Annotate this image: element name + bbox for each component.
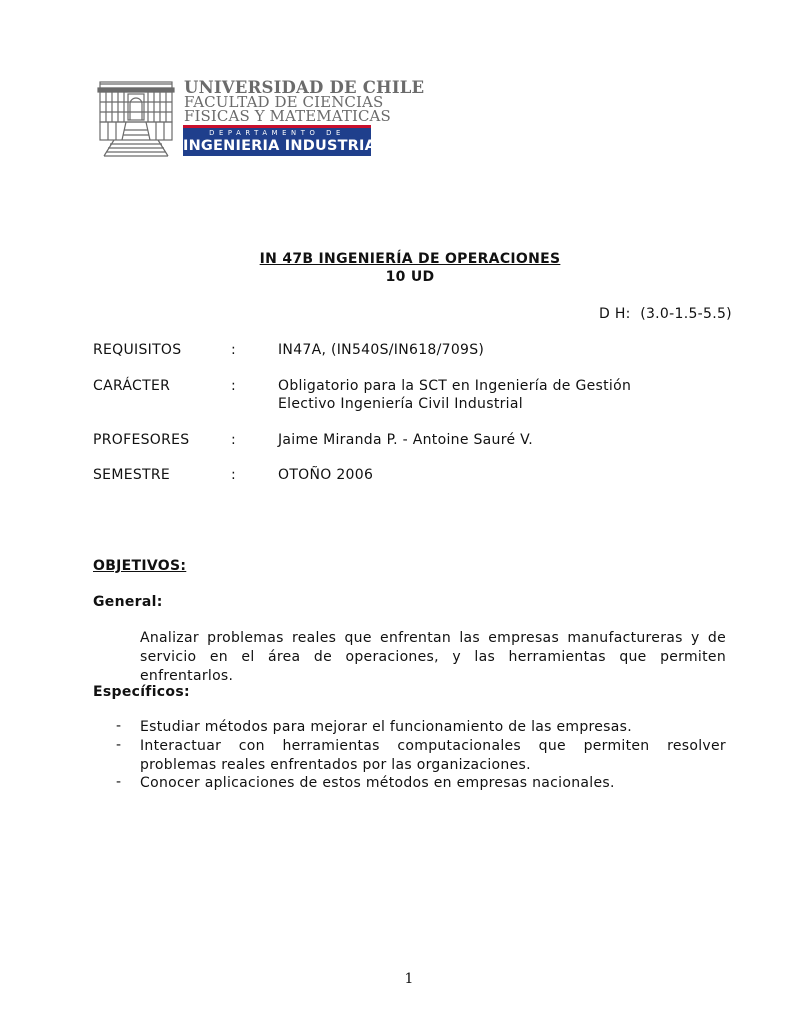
logo-university-name: UNIVERSIDAD DE CHILE [184,78,425,97]
dh-value: (3.0-1.5-5.5) [640,306,732,322]
specific-heading: Específicos: [93,684,190,700]
general-heading: General: [93,594,163,610]
logo-faculty-line2: FISICAS Y MATEMATICAS [184,107,391,125]
field-value-profesores: Jaime Miranda P. - Antoine Sauré V. [278,432,533,448]
list-bullet: - [116,774,122,790]
field-colon: : [231,378,237,394]
objectives-heading: OBJETIVOS: [93,558,187,574]
page-number: 1 [404,971,414,987]
field-value-caracter: Obligatorio para la SCT en Ingeniería de Gestión [278,378,632,394]
logo-blue-band [183,128,386,156]
list-item: Estudiar métodos para mejorar el funcionamiento de las empresas. [140,719,632,735]
field-label-caracter: CARÁCTER [93,378,171,394]
field-value-caracter-line2: Electivo Ingeniería Civil Industrial [278,396,523,412]
field-label-requisitos: REQUISITOS [93,342,182,358]
course-title: IN 47B INGENIERÍA DE OPERACIONES [259,251,561,267]
course-units: 10 UD [385,269,435,285]
field-value-requisitos: IN47A, (IN540S/IN618/709S) [278,342,485,358]
field-label-semestre: SEMESTRE [93,467,171,483]
list-bullet: - [116,718,122,734]
list-bullet: - [116,737,122,753]
dh-info [599,306,732,322]
logo-department-name: INGENIERIA INDUSTRIAL [183,138,386,154]
field-colon: : [231,342,237,358]
field-colon: : [231,467,237,483]
logo-faculty-line1: FACULTAD DE CIENCIAS [184,93,384,111]
logo-department-band [183,125,386,156]
field-label-profesores: PROFESORES [93,432,190,448]
dh-label: D H: [599,306,631,322]
university-building-icon [96,78,176,158]
list-item: Conocer aplicaciones de estos métodos en empresas nacionales. [140,775,615,791]
field-value-semestre: OTOÑO 2006 [278,467,374,483]
field-colon: : [231,432,237,448]
general-text: Analizar problemas reales que enfrentan las empresas manufactureras y de servicio en el área de operaciones, y las herramientas que permiten enfrentarlos. [140,630,726,684]
logo-department-label: DEPARTAMENTO DE [209,129,345,137]
list-item: Interactuar con herramientas computacionales que permiten resolver problemas reales enfrentados por las organizaciones. [140,738,726,773]
